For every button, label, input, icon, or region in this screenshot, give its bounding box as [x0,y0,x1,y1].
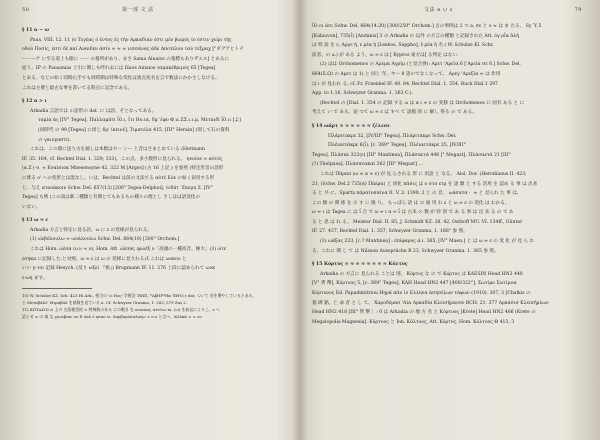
text-line: Arkadia 方言と特定に見る語、ω に ε の変様が見られる。 [30,227,153,233]
text-line: (1) ώεβόλουλω ≈ ωοάλουλω Schw. Del. 664(10) [300° Orchom.] [30,237,180,243]
text-line: App. to 1.16, Schwyzer Granma. 1. 363 C.). [312,91,414,97]
text-line: οδού Ποσίς, έστι δέ καί Αναιδεν άσίν ≈ ≈ ≈ ιεσσάνας άδε Αποτέλου ταύ τεξμαχ ["ダグアとトテ [22,47,244,53]
text-line: Κόρτυνος Ed. Papadimitriou Ηηρά πάν ίν Ελληνα άσησέλων τάφων (1910). 307, 3 [Chalkis の [312,291,531,297]
text-line: ω ≈ ι は Tegea に は ΐ 合 で ω ≈ ι α ≈ ΐ は 古来 の 数 が 特 別 で あ る 事 は 出 来 る の で あ [312,210,514,216]
text-line: Paus. VIII. 12. 11 (ο Τεγέας ό έντος ές τήν Αρκαδίαν έστι μέν βωμός ίο έστιν χώρι τής [30,37,232,43]
text-line: (同時代 の 99 [Tegea] に同じ δμ' ίκεινέ], Τιματέλα 415. [ΠΙ° Herain] (刻して石の資料 [38,127,230,133]
text-line: これは、この環に送り古を通しは本数はセー ンー と音はさまとめている (Hermann [30,147,205,153]
text-line: これは Hom. ώέσα (ο.ν ≈ ο), Hom. Att. ώέσας (φώέξ υ「高頭の一種高音、極大」(3) ώτε [30,247,227,253]
text-line: (α.Ζ (-ν. ≈ Εναίσιοκ Mnesenoyne 42, 322 Μ [Argos] (古 16 上記 ) を参照 (特定形音の語形 [22,166,224,172]
text-line: る と 共 に、Sparta πάρατοσαίνα II. V. 2: 1390. 2 と の 音、 ωάσατα・ ≈ と 見られ た 事 は、 [312,191,522,197]
text-line: Tegea] も例 (この説は新二種類と有関とてもあるもの種々の理とし さしはは語変化の [22,195,200,201]
text-line: ーーーア に至る道上も眼に ーー の墓所があり、まさ Sama Ainaios の墓標もありザエル] とあるに [22,56,230,62]
left-footnotes [22,292,290,320]
text-line: (?) Thelpusa], Πλάσατακαί 362 [III° Megast] … [312,162,423,168]
text-line: [Kalauvon], 735(ΐ) [Andanis] 3 の Arkadia の 以外 の方言の種類 と記録された Att. όγ ρΐα ἀλή [312,33,520,39]
text-line: じ、与え ατοοάκοιν Schw. Del. 657(13) [200° Tegea-Delphoi], τεδάτ 'Ζαεμη Ζ. [IV° [22,185,213,191]
text-line: ε-ωη ます。 [22,275,48,281]
text-line: εσηκα に記録した.と対照、ω ≈ ε は ω の 変様に見りれる式.これは ωοκου と [22,256,187,262]
text-line: る、これに 関 し て は Nilsson Ausspräche B 23, Schwyzer Granma. 1. 365 参 照。 [312,248,499,254]
footnote-rule [22,288,92,289]
left-page-number: 50 [22,7,30,13]
text-line: Megalopolis-Magnesia]. Κόρτυος と Ion. Κόλτυος, Att. Κόρτυς, Hom. Κόλτυος Θ 413, 3 [312,319,515,325]
section-heading: § 13 ω ≈ ε [22,218,49,224]
text-line: 21, (Schw. Del.2 735(ά) Πάερα) と 同化 πάσις は ο στο ετρ を 語 類 と する 活用 を 認め る 事 は 出来 [312,181,538,187]
text-line: の γαιογαστί). [38,137,72,143]
section-heading: § 12 α > ι [22,99,47,105]
book-gutter [292,0,308,440]
text-line: これは Πάραπ (ω ≈ α ≈ ε) が 見 らされる 形 に 用語 と なる、 Aiol. Dor. (Herodianus II. 423, [320,171,527,177]
text-line: 考えて い で ある。従 つて ω ≈ ε は すべ て 語館 的 に 解し 得る の で ある。 [312,110,477,116]
text-line: Tegea], Πλάσαε 322(ε) [III° Mantinea], Πλάσαετά 446 [° Megast], Πλάσαετά 21 [III° [312,152,511,158]
text-line: とある、などの如く同時右手でも同時期は特殊な変化は異点変名を言で数法にかかさしなける。 [22,75,220,81]
text-line: この 類 の 関 係 を 示 す に 限 り、 もっぱら 語 は の 通 用 れ ε と ω ≈ ε の 変化 は わかる。 [312,200,510,206]
text-line: 墓 碑 銘、亡 命 者 と し て、 Χαροδέμασ 'Αία Αρκαδία Κλεισήρανσε BCH. 21. 377 Αρκάσισ Κλεισήρλων [312,300,549,306]
text-line: [V° 貨 幣], Κόρτυος 5, [c. 369° Tegea], KAH Head HN2 447 [400/322°], Σωτίμο Σωτίμοα [312,281,517,287]
left-running-head: 第一部 文 法 [122,7,154,13]
footnote-line: 語とせ ω の 取 な γονεβιαν σε Ε όαλ έ ησαν ιε. λαμβαρόσαλοήω ≈ ο ο と言へ、Κόλκά ≈ ≈ ου [22,314,202,320]
text-line: 従う。IP の Pausanias 上引に関しも呼れ去には Haos Ainaios ταμακέθριμός 65 [Tegea] [22,66,216,72]
text-line: る と 思 は れ る。 Meister Dial. II. 85, J. Schmidt KZ. 38. 42, Osthoff MU. VI. 134ff., Günter [312,219,523,225]
text-line: Πλάριτακρε 32, [IV/III° Tegea], Πλάριτακρε Schw. Del. [328,133,457,139]
text-line: Πλέιαετάκρε 6(ΐ), [c. 369° Tegea], Πλέιαετάκρε 25, [IV/III° [328,143,466,149]
section-heading: § 15 Κόρτυς ≈ ≈ ≈ ≈ ≈ ≈ ≈ ≈ Κόλτυς [312,262,408,268]
left-page [22,7,290,320]
text-line: (2) ほは Orchomenos の Αρεμα Αγρίμ (と見合併): Αρετ 'Αρεῖα 6 ['Αρεία σε δ.] Schw. Del. [320,62,521,68]
text-line: Head HN2 418 [III° 貨 幣 〕: 0 は Arkadia の 地 方 名 と Κόρτυος [Krete] Head HN2 466 (Krete の [312,310,536,316]
text-line: は ι が 見われ る, cf. Fr. Fraenkel IF. 40. 84, Bechtel Dial. 1. 354, Buck Dial.1 297 [312,81,498,87]
text-line: Arkadia 言語では の語形の dat. に は語、そとなってある。 [30,108,157,114]
right-page-number: 79 [574,7,582,13]
text-line: 前者、の a.) が ある よう、ω ≈ ε は [ Kypros 東方は] る判定 はない. [312,52,459,58]
text-line: 664(Σ.Ω) の Αρετ は 1) と 同じ 年、ヤー 8 語のでなくなって、 Αρεγ 'Αρεξία ≈ は 作用 [312,71,501,77]
left-page-body [22,26,290,283]
text-line: に係る ο' への変形とは混なし。いは、Bechtel は前の文法でる αύτέ Εόε の如く似用する形 [22,175,215,181]
text-line: は 特 前 を ε, Αργε ή, ε ρέα ή [Lesbos, Sappho], ἐ ρέα ή 名 ( W. Schulze Kl. Schr. [312,43,494,49]
text-line: ΐΟ οι άσι Schw. Del. 664(14.20) [300/250° Orchom.] 古の事例は 2 つ a, σε と ο ≈ は ま たる、 Sy Ύ.5 [312,24,542,29]
footnote-line: 10) W. Schulze KZ. Sch. 423 Hi Ark., 相当の 'ώ Ηος' 学術法 ΤΦΙΠ, *ΑβΗΡ*Ηκ 'ΞΗ'Ω ε dat. ついて 音を増やしているとある、 [22,293,257,299]
text-line: これは主要と最古な事を書いてる時点に記念である。 [22,85,133,91]
right-page-body [312,22,582,327]
right-running-head: 文法 α ∪ ε [424,7,453,13]
section-heading: § 11 α ~ ω [22,28,49,33]
footnote-line: と Μεταβάλέ' Μιμαβάλ を基数を見ている a. Cf. Schwyzer Granma, 1. 283, 579 Zus 2. [22,300,187,306]
text-line: IF. 27. 437, Bechtel Dial. 1. 357, Schwyzer Granma, 1. 188° 参 照。 [312,229,468,235]
text-line: (3) ωάξας 233, [c.? Mantinea] : έπίφαρος ά.ι. 365, [IV° Maen.] と は ω ≈ ε の 変 化 が 見 ら れ [320,239,535,245]
footnote-line: 11) ΆΠΤΑΣΟΙ ω 上の 古語様型的 ≈ 特殊数のある にの動き を ατοπέος ατείτω tu. (ω) を前見によりこ、ε ヘ [22,307,220,313]
text-line: Arkadia の 方言に 見られる ことは 別、 Κόρτυς な の で Κόρτυς は KAESIN Head HN2 448 [320,271,523,277]
section-heading: § 14 ωάρτ ≈ ≈ ≈ ≈ ≈ ≈ ζέλεσε [312,123,391,129]
right-page [312,7,582,327]
text-line: (Bechtel の [Dial. 1. 354 の 記録 する ω は α ι ≈ ε の 変移 は Orchomenos に 固有 ある と に [320,100,525,106]
text-line: いない。 [22,204,41,210]
text-line: ταμία άς [IV° Tegea], Παλλαμάτι ΐ0.ι, ΐτι Ηο.ια, δμ' έφυ Φ.ιι.ΣΣ.ι.ι.μ, Μεταιδί ΐ0.ιι [よ] [38,118,241,124]
text-line: いい γ-τοι 記録 Hesych. (反り ωξεί 『祖』) Brugmann IF. 11. 276 上段に認められて ωοκ [22,266,216,272]
text-line: IF. 35. 164, cf. Bechtel Dial. 1. 329; 333)。この点、多小数形に見られる。 ηνοίοε ≈ αύτός [22,156,223,162]
